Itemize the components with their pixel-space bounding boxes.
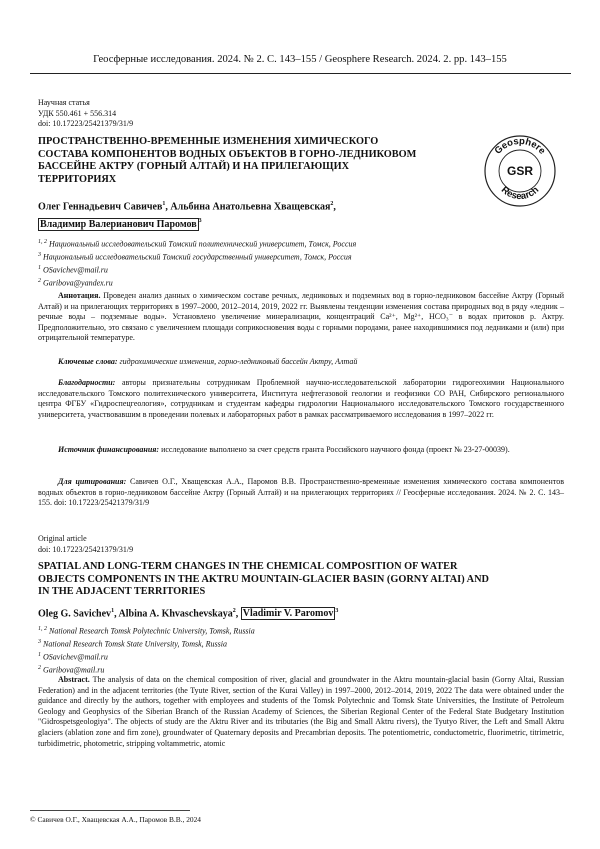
logo-text-bottom: Research: [498, 184, 542, 203]
en-authors: Oleg G. Savichev$^1$, Albina A. Khvaschevskaya$^2$, Vladimir V. Paromov $^3$: [38, 608, 339, 620]
en-author-2[interactable]: Albina A. Khvaschevskaya: [118, 608, 233, 620]
ru-doi: doi: 10.17223/25421379/31/9: [38, 119, 134, 128]
en-abstract-text: The analysis of data on the chemical composition of river, glacial and groundwater in the Aktru mountain-glacial basin (Gorny Altai, Russian Federation) and in the adjacent territories (the Tyute River, section of the Kurai Valley) in 1997–2000, 2012–2014, 2019, 2022 The data were obtained under the guidance and directly by the authors, together with employees and students of the Tomsk Polytechnic and Tomsk State Universities, the Institute of Petroleum Geology and Geophysics of the Siberian Branch of the Russian Academy of Sciences, the Siberian Regional Center of the Federal State Budgetary Institution "Gidrospetsgeologiya". The objects of study are the Aktru River and its tributaries (the Big and Small Aktru rivers), the Tyutyo River, the Left and Small Aktru glaciers (ablation zone and firn zone), groundwater of Quaternary deposits and Precambrian deposits. The potentiometric, conductometric, fluorimetric, titrimetric, turbidimetric, photometric, stripping voltammetric, atomic: [38, 675, 565, 748]
ru-abstract-text: Проведен анализ данных о химическом составе речных, ледниковых и подземных вод в горно-ледниковом бассейне Актру (Горный Алтай) и на прилегающих территориях в 1997–2000, 2012–2014, 2019, 2022 гг. Выявлены тенденции изменения состава природных вод в ряду «ледник – речные воды – подземные воды». Установлено увеличение минерализации, концентраций Ca²⁺, Mg²⁺, HCO₃⁻ в водах притоков р. Актру. Предположительно, это связано с увеличением площади соприкосновения воды с горными породами, ранее находившимися под ледниками и (или) при отрицательной температуре.: [38, 291, 565, 343]
ru-affiliations: [38, 237, 356, 289]
ru-author-1-sup: 1: [162, 201, 166, 207]
header-rule: [30, 73, 571, 74]
ru-email-1[interactable]: OSavichev@mail.ru: [43, 265, 108, 275]
ru-citation: [38, 477, 564, 509]
en-article-type: Original article: [38, 534, 87, 543]
ru-title: ПРОСТРАНСТВЕННО-ВРЕМЕННЫЕ ИЗМЕНЕНИЯ ХИМИЧЕСКОГО СОСТАВА КОМПОНЕНТОВ ВОДНЫХ ОБЪЕКТОВ В ГОРНО-ЛЕДНИКОВОМ БАССЕЙНЕ АКТРУ (ГОРНЫЙ АЛТАЙ) И НА ПРИЛЕГАЮЩИХ ТЕРРИТОРИЯХ: [38, 136, 417, 185]
ru-authors: Олег Геннадьевич Савичев$^1$, Альбина Анатольевна Хващевская$^2$, Владимир Валерианович Паромов $^3$: [38, 201, 336, 230]
en-title: SPATIAL AND LONG-TERM CHANGES IN THE CHEMICAL COMPOSITION OF WATER OBJECTS COMPONENTS IN THE AKTRU MOUNTAIN-GLACIER BASIN (GORNY ALTAI) AND IN THE ADJACENT TERRITORIES: [38, 561, 489, 598]
ru-ack-text: авторы признательны сотрудникам Проблемной научно-исследовательской лаборатории гидрогеохимии Национального исследовательского Томского политехнического университета, Института нефтегазовой геологии и геофизики СО РАН, Сибирского регионального центра ФГБУ «Гидроспецгеология», сотрудникам и студентам кафедры гидрологии Национального исследовательского Томского государственного университета, участвовавшим в проведении полевых и лабораторных работ в рамках рассматриваемого исследования в 1997–2022 гг.: [38, 378, 564, 419]
copyright-footer: © Савичев О.Г., Хващевская А.А., Паромов В.В., 2024: [30, 815, 202, 824]
footer-rule: [30, 810, 190, 811]
en-email-2-sup: 2: [38, 665, 41, 672]
en-email-1-sup: 1: [38, 652, 41, 659]
ru-meta: [38, 98, 133, 130]
ru-keywords-text: гидрохимические изменения, горно-ледниковый бассейн Актру, Алтай: [119, 357, 358, 366]
en-email-2[interactable]: Garibova@mail.ru: [43, 665, 105, 675]
svg-text:Research: [499, 184, 541, 202]
en-abstract: [38, 675, 564, 749]
ru-article-type: Научная статья: [38, 98, 90, 107]
ru-email-2[interactable]: Garibova@yandex.ru: [43, 278, 113, 288]
ru-author-2[interactable]: Альбина Анатольевна Хващевская: [170, 201, 331, 213]
ru-aff-2-sup: 3: [38, 252, 41, 259]
gsr-logo: [483, 134, 557, 208]
en-aff-2-sup: 3: [38, 639, 41, 646]
en-author-1[interactable]: Oleg G. Savichev: [38, 608, 112, 620]
logo-text-mid: GSR: [506, 164, 534, 178]
en-author-2-sup: 2: [232, 608, 236, 614]
en-aff-2: National Research Tomsk State University, Tomsk, Russia: [43, 639, 227, 649]
en-author-3-sup: 3: [335, 608, 339, 614]
logo-text-top: Geosphere: [492, 135, 548, 157]
ru-author-3-sup: 3: [198, 218, 202, 225]
ru-funding: [38, 445, 564, 456]
en-author-1-sup: 1: [111, 608, 115, 614]
ru-email-2-sup: 2: [38, 278, 41, 285]
en-abstract-label: Abstract.: [58, 675, 90, 684]
en-email-1[interactable]: OSavichev@mail.ru: [43, 652, 108, 662]
ru-author-2-sup: 2: [330, 201, 334, 207]
en-affiliations: [38, 624, 255, 676]
ru-funding-label: Источник финансирования:: [58, 445, 160, 454]
ru-cite-text: Савичев О.Г., Хващевская А.А., Паромов В.В. Пространственно-временные изменения химического состава компонентов водных объектов в горно-ледниковом бассейне Актру (Горный Алтай) и на прилегающих территориях // Геосферные исследования. 2024. № 2. С. 143–155. doi: 10.17223/25421379/31/9: [38, 477, 564, 508]
ru-email-1-sup: 1: [38, 265, 41, 272]
ru-aff-1-sup: 1, 2: [38, 239, 47, 245]
en-aff-1: National Research Tomsk Polytechnic University, Tomsk, Russia: [49, 626, 255, 636]
svg-text:Geosphere: [493, 136, 548, 157]
journal-header: Геосферные исследования. 2024. № 2. С. 143–155 / Geosphere Research. 2024. 2. pp. 143–155: [93, 54, 507, 65]
ru-funding-text: исследование выполнено за счет средств гранта Российского научного фонда (проект № 23-27-00039).: [161, 445, 510, 454]
ru-ack-label: Благодарности:: [58, 378, 116, 387]
en-doi: doi: 10.17223/25421379/31/9: [38, 544, 134, 554]
ru-keywords-label: Ключевые слова:: [58, 357, 118, 366]
ru-aff-1: Национальный исследовательский Томский политехнический университет, Томск, Россия: [49, 239, 357, 249]
ru-cite-label: Для цитирования:: [58, 477, 127, 486]
ru-udk: УДК 550.461 + 556.314: [38, 108, 117, 118]
ru-abstract-label: Аннотация.: [58, 291, 101, 300]
ru-author-3[interactable]: Владимир Валерианович Паромов: [40, 218, 197, 230]
ru-abstract: [38, 291, 564, 344]
ru-aff-2: Национальный исследовательский Томский государственный университет, Томск, Россия: [43, 252, 352, 262]
ru-acknowledgements: [38, 378, 564, 420]
en-author-3[interactable]: Vladimir V. Paromov: [242, 608, 334, 620]
ru-keywords: [38, 357, 564, 368]
en-aff-1-sup: 1, 2: [38, 626, 47, 632]
ru-author-1[interactable]: Олег Геннадьевич Савичев: [38, 201, 163, 213]
en-meta: [38, 534, 133, 555]
